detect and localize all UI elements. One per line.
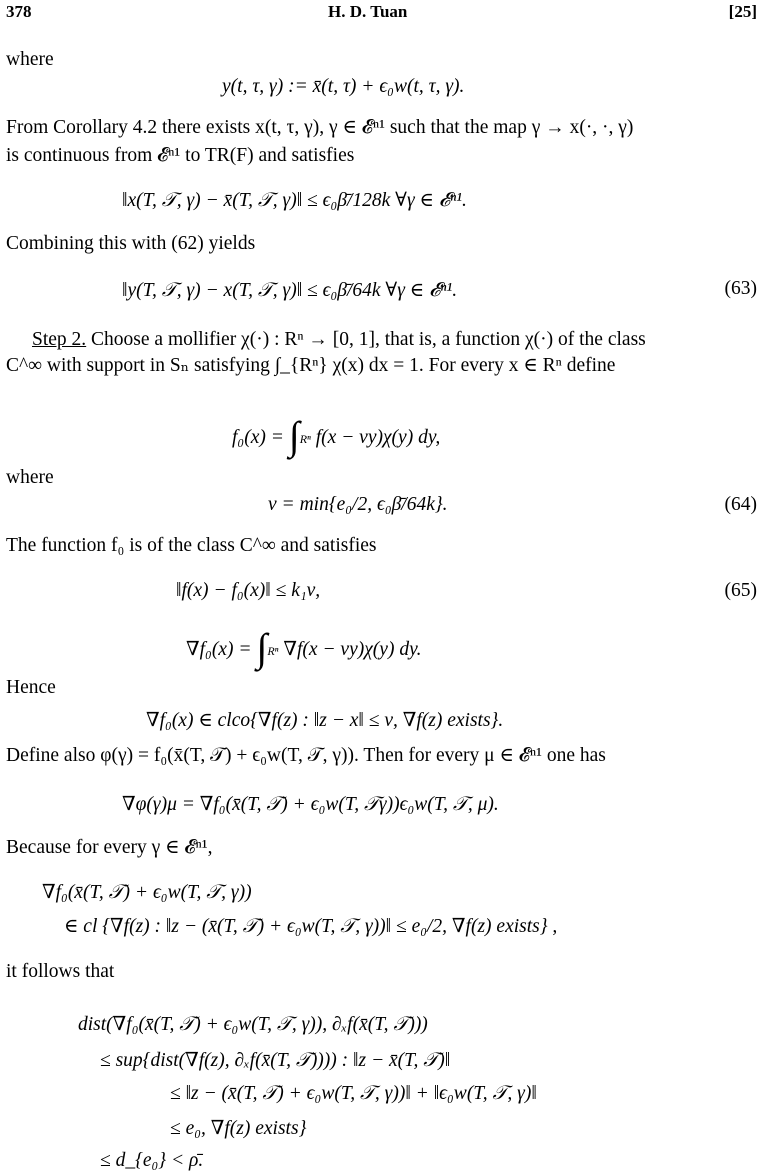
equation-dist-line4: ≤ e₀, ∇f(z) exists}	[170, 1118, 307, 1139]
paragraph-step2-line2: C^∞ with support in Sₙ satisfying ∫_{Rⁿ} χ(x) dx = 1. For every x ∈ Rⁿ define	[6, 355, 616, 376]
paragraph-combining: Combining this with (62) yields	[6, 233, 256, 254]
paragraph-corollary-line2: is continuous from 𝓔ⁿ¹ to TR(F) and satisfies	[6, 145, 355, 166]
paragraph-where-2: where	[6, 467, 54, 488]
equation-grad-f0: ∇f₀(x) = ∫Rⁿ ∇f(x − νy)χ(y) dy.	[186, 625, 422, 670]
equation-65: ‖f(x) − f₀(x)‖ ≤ k₁ν,	[176, 580, 321, 601]
running-head-author: H. D. Tuan	[328, 2, 408, 21]
paragraph-step2-line1: Step 2. Choose a mollifier χ(·) : Rⁿ → [0, 1], that is, a function χ(·) of the class	[32, 329, 646, 350]
equation-f0: f₀(x) = ∫Rⁿ f(x − νy)χ(y) dy,	[232, 413, 441, 458]
equation-dist-line5: ≤ d_{e₀} < ρ̄.	[100, 1150, 204, 1171]
equation-dist-line2: ≤ sup{dist(∇f(z), ∂ₓf(x̄(T, 𝒯)))) : ‖z − x̄(T, 𝒯)‖	[100, 1050, 451, 1071]
paragraph-f0-class: The function f₀ is of the class C^∞ and satisfies	[6, 535, 377, 556]
equation-clco: ∇f₀(x) ∈ clco{∇f(z) : ‖z − x‖ ≤ ν, ∇f(z) exists}.	[146, 710, 504, 731]
equation-y-definition: y(t, τ, γ) := x̄(t, τ) + ϵ₀w(t, τ, γ).	[222, 76, 465, 97]
paragraph-it-follows: it follows that	[6, 961, 115, 982]
equation-dist-line1: dist(∇f₀(x̄(T, 𝒯) + ϵ₀w(T, 𝒯, γ)), ∂ₓf(x̄(T, 𝒯)))	[78, 1014, 428, 1035]
integral-sign: ∫	[256, 625, 268, 670]
equation-number-63: (63)	[724, 278, 757, 299]
equation-because-line1: ∇f₀(x̄(T, 𝒯) + ϵ₀w(T, 𝒯, γ))	[42, 882, 252, 903]
reference-number: [25]	[728, 2, 757, 21]
paragraph-because: Because for every γ ∈ 𝓔ⁿ¹,	[6, 837, 213, 858]
equation-because-line2: ∈ cl {∇f(z) : ‖z − (x̄(T, 𝒯) + ϵ₀w(T, 𝒯, γ))‖ ≤ e₀/2, ∇f(z) exists} ,	[64, 916, 558, 937]
step-2-label: Step 2.	[32, 329, 87, 350]
equation-64: ν = min{e₀/2, ϵ₀β̄/64k}.	[268, 494, 448, 515]
equation-63: ‖y(T, 𝒯, γ) − x(T, 𝒯, γ)‖ ≤ ϵ₀β̄/64k ∀γ ∈ 𝓔ⁿ¹.	[122, 280, 458, 301]
paragraph-define-phi: Define also φ(γ) = f₀(x̄(T, 𝒯) + ϵ₀w(T, 𝒯, γ)). Then for every μ ∈ 𝓔ⁿ¹ one has	[6, 745, 606, 766]
equation-grad-phi: ∇φ(γ)μ = ∇f₀(x̄(T, 𝒯) + ϵ₀w(T, 𝒯γ))ϵ₀w(T, 𝒯, μ).	[122, 794, 499, 815]
paragraph-hence: Hence	[6, 677, 56, 698]
paragraph-corollary-line1: From Corollary 4.2 there exists x(t, τ, γ), γ ∈ 𝓔ⁿ¹ such that the map γ → x(·, ·, γ)	[6, 117, 634, 138]
page-number: 378	[6, 2, 32, 21]
paragraph-where-1: where	[6, 49, 54, 70]
equation-number-64: (64)	[724, 494, 757, 515]
equation-number-65: (65)	[724, 580, 757, 601]
integral-sign: ∫	[288, 413, 300, 458]
equation-dist-line3: ≤ ‖z − (x̄(T, 𝒯) + ϵ₀w(T, 𝒯, γ))‖ + ‖ϵ₀w(T, 𝒯, γ)‖	[170, 1083, 537, 1104]
equation-norm-bound: ‖x(T, 𝒯, γ) − x̄(T, 𝒯, γ)‖ ≤ ϵ₀β̄/128k ∀γ ∈ 𝓔ⁿ¹.	[122, 190, 467, 211]
